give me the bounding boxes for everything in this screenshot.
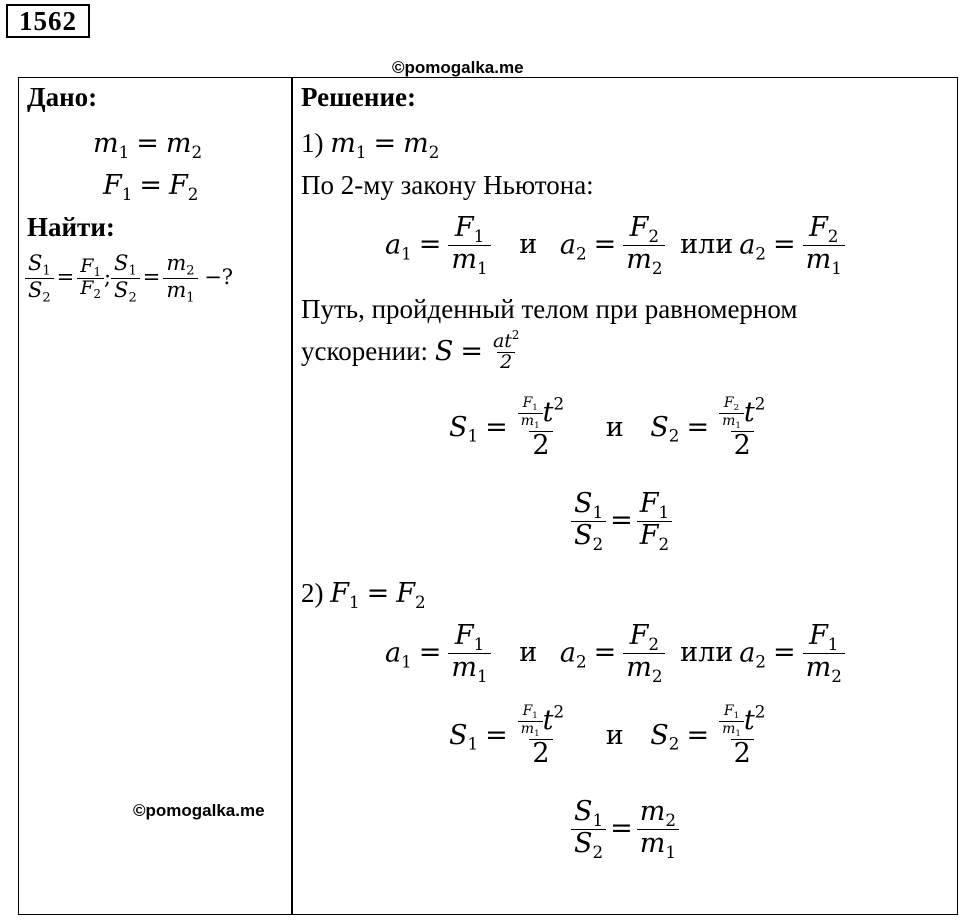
column-divider	[291, 78, 293, 914]
path-text-line2: ускорении: S = $\frac{at^2}{2}$	[301, 327, 520, 373]
given-equation-mass: $m_1 = m_2$	[93, 128, 203, 162]
case1-accelerations: $a_1$ = $\frac{F_1}{m_1}$ и $a_2$ = $\frac{F_2}{m_2}$ или $a_2$ = $\frac{F_2}{m_1}$	[385, 214, 845, 278]
solution-table	[18, 77, 958, 915]
problem-number: 1562	[6, 4, 90, 38]
case1-label: 1)	[301, 128, 324, 158]
case2-result: $\frac{S_1}{S_2}$ = $\frac{m_2}{m_1}$	[571, 798, 679, 862]
case2-path-formulas: $S_1$ = $\frac{F_1}{m_1}$ $t^2$ 2 и $S_2$ = $\frac{F_1}{m_1}$ $t^2$ 2	[449, 701, 766, 770]
find-heading: Найти:	[27, 212, 115, 242]
case2-condition: 2) $F_1 = F_2$	[301, 578, 426, 612]
watermark-bottom: ©pomogalka.me	[133, 801, 265, 820]
given-heading: Дано:	[27, 82, 98, 112]
solution-heading: Решение:	[301, 82, 416, 112]
path-text-line1: Путь, пройденный телом при равномерном	[301, 294, 798, 324]
case2-label: 2)	[301, 578, 324, 608]
newton-law-text: По 2-му закону Ньютона:	[301, 170, 594, 200]
case1-path-formulas: $S_1$ = $\frac{F_1}{m_1}$ $t^2$ 2 и $S_2$ = $\frac{F_2}{m_1}$ $t^2$ 2	[449, 393, 766, 462]
case1-result: $\frac{S_1}{S_2}$ = $\frac{F_1}{F_2}$	[571, 490, 672, 554]
case2-accelerations: $a_1$ = $\frac{F_1}{m_1}$ и $a_2$ = $\frac{F_2}{m_2}$ или $a_2$ = $\frac{F_1}{m_2}$	[385, 622, 845, 686]
watermark-top: ©pomogalka.me	[392, 58, 524, 77]
find-expression: $\frac{S_1}{S_2}$ = $\frac{F_1}{F_2}$ ; $\frac{S_1}{S_2}$ = $\frac{m_2}{m_1}$ −?	[25, 252, 233, 305]
given-equation-force: $F_1 = F_2$	[103, 170, 199, 204]
case1-condition: 1) $m_1 = m_2$	[301, 128, 440, 162]
